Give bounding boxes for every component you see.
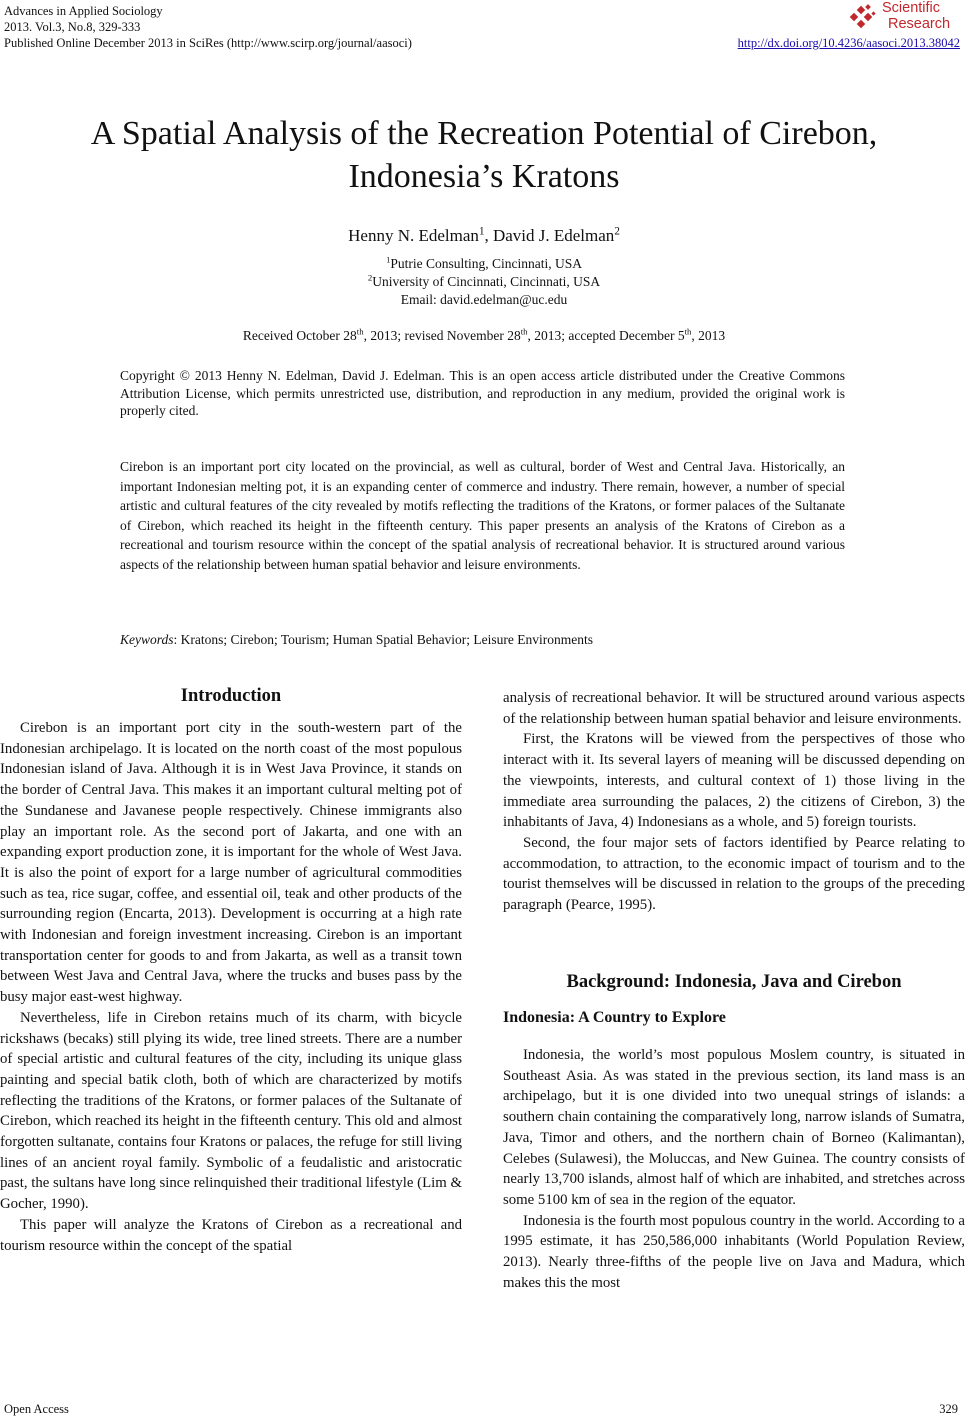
paper-title xyxy=(0,112,968,198)
author-separator: , xyxy=(484,226,493,245)
journal-volume: 2013. Vol.3, No.8, 329-333 xyxy=(4,20,141,34)
journal-header xyxy=(4,0,964,51)
left-column xyxy=(0,718,462,1256)
author-2: David J. Edelman xyxy=(492,226,615,245)
doi-link[interactable]: http://dx.doi.org/10.4236/aasoci.2013.38042 xyxy=(737,36,960,50)
abstract: Cirebon is an important port city located on the provincial, as well as cultural, border of West and Central Java. Historically, an important Indonesian melting pot, it is an expanding center of commerce and industry. There remain, however, a number of special artistic and cultural features of the city revealed by motifs reflecting the traditions of the Kratons, or former palaces of the Sultanate of Cirebon, which reached its height in the fifteenth century. This paper presents an analysis of the Kratons of Cirebon as a recreational and tourism resource within the concept of the spatial analysis of recreational behavior. It is structured around various aspects of the relationship between human spatial behavior and leisure environments. xyxy=(120,459,845,572)
revised-date-suffix: th xyxy=(520,326,528,337)
revised-date: , 2013; revised November 28 xyxy=(363,328,521,343)
right-paragraph-2: First, the Kratons will be viewed from the perspectives of those who interact with it. Its several layers of meaning will be discussed depending on the viewpoints, interests, and cultural context of 1) those living in the immediate area surrounding the palaces, 2) the citizens of Cirebon, 3) the inhabitants of Java, 4) Indonesians as a whole, and 5) foreign tourists. xyxy=(503,731,965,831)
copyright-notice: Copyright © 2013 Henny N. Edelman, David J. Edelman. This is an open access article distributed under the Creative Commons Attribution License, which permits unrestricted use, distribution, and reproduction in any medium, provided the original work is properly cited. xyxy=(120,368,845,418)
affiliation-2-text: University of Cincinnati, Cincinnati, USA xyxy=(372,274,601,289)
author-list xyxy=(0,226,968,246)
journal-name: Advances in Applied Sociology xyxy=(4,4,163,18)
intro-paragraph-3: This paper will analyze the Kratons of Cirebon as a recreational and tourism resource within the concept of the spatial xyxy=(0,1216,462,1254)
logo-text-research: Research xyxy=(888,16,951,32)
received-dates xyxy=(0,327,968,344)
section-heading-introduction: Introduction xyxy=(180,686,282,706)
received-date: Received October 28 xyxy=(242,328,357,343)
page-number: 329 xyxy=(939,1402,958,1416)
received-date-suffix: th xyxy=(356,326,364,337)
affiliation-1-mark: 1 xyxy=(385,254,391,265)
keywords-text: : Kratons; Cirebon; Tourism; Human Spatial Behavior; Leisure Environments xyxy=(173,632,593,647)
footer-open-access: Open Access xyxy=(4,1402,69,1416)
right-paragraph-1: analysis of recreational behavior. It will be structured around various aspects of the relationship between human spatial behavior and leisure environments. xyxy=(503,690,965,727)
right-column-top xyxy=(503,688,965,916)
scirp-logo-icon xyxy=(848,3,878,31)
affiliation-2-mark: 2 xyxy=(367,272,373,283)
subsection-heading-indonesia: Indonesia: A Country to Explore xyxy=(503,1009,726,1026)
keywords-label: Keywords xyxy=(120,632,174,647)
accepted-date: , 2013; accepted December 5 xyxy=(527,328,685,343)
accepted-date-suffix: th xyxy=(684,326,692,337)
title-line-1: A Spatial Analysis of the Recreation Potential of Cirebon, xyxy=(90,115,878,152)
right-paragraph-5: Indonesia is the fourth most populous country in the world. According to a 1995 estimate, it has 250,586,000 inhabitants (World Population Review, 2013). Nearly three-fifths of the people live on Java and Madura, which makes this the most xyxy=(503,1212,965,1291)
author-1: Henny N. Edelman xyxy=(348,226,479,245)
author-email: Email: david.edelman@uc.edu xyxy=(400,292,568,307)
title-line-2: Indonesia’s Kratons xyxy=(348,158,620,195)
intro-paragraph-2: Nevertheless, life in Cirebon retains much of its charm, with bicycle rickshaws (becaks) still plying its wide, tree lined streets. There are a number of special artistic and cultural features of the city, including its unique glass painting and special batik cloth, both of which are characterized by motifs reflecting the traditions of the Kratons, or former palaces of the Sultanate of Cirebon, which reached its height in the fifteenth century. This old and almost forgotten sultanate, contains four Kratons or palaces, the refuge for still living lines of an ancient royal family. Symbolic of a feudalistic and aristocratic past, the sultans have long since relinquished their traditional lifestyle (Lim & Gocher, 1990). xyxy=(0,1009,462,1213)
accepted-year: , 2013 xyxy=(691,328,726,343)
publication-info: Published Online December 2013 in SciRes (http://www.scirp.org/journal/aasoci) xyxy=(4,36,412,50)
section-heading-background: Background: Indonesia, Java and Cirebon xyxy=(566,972,902,992)
author-1-affil-mark: 1 xyxy=(478,225,485,238)
affiliation-2 xyxy=(0,273,968,290)
keywords xyxy=(120,632,845,648)
publisher-logo xyxy=(848,0,958,34)
affiliation-1-text: Putrie Consulting, Cincinnati, USA xyxy=(390,256,583,271)
author-2-affil-mark: 2 xyxy=(614,225,620,238)
right-paragraph-4: Indonesia, the world’s most populous Moslem country, is situated in Southeast Asia. As was stated in the previous section, its land mass is an archipelago, but it is one divided into two unequal strings of islands: a southern chain containing the comparatively long, narrow islands of Sumatra, Java, Timor and others, and the northern chain of Borneo (Kalimantan), Celebes (Sulawesi), the Moluccas, and New Guinea. The country consists of nearly 13,700 islands, almost half of which are inhabited, and stretches across some 5100 km of sea in the region of the equator. xyxy=(503,1047,965,1208)
intro-paragraph-1: Cirebon is an important port city in the south-western part of the Indonesian archipelago. It is located on the north coast of the most populous Indonesian island of Java. Although it is in West Java Province, it stands on the border of Central Java. This makes it an important cultural melting pot of the Sundanese and Javanese people respectively. Chinese immigrants also play an important role. As the second port of Jakarta, and one with an expanding export production zone, it is important for the whole of West Java. It is also the point of export for a large number of agricultural commodities such as tea, rice sugar, coffee, and essential oil, teak and other products of the surrounding region (Encarta, 2013). Development is occurring at a high rate with Indonesian and foreign investment increasing. Cirebon is an important transportation center for goods to and from Jakarta, as well as a transit town between West Java and Central Java, where the trucks and buses pass by the busy major east-west highway. xyxy=(0,720,462,1006)
affiliation-1 xyxy=(0,255,968,272)
right-paragraph-3: Second, the four major sets of factors identified by Pearce relating to accommodation, to attraction, to the economic impact of tourism and to the tourist themselves will be discussed in relation to the groups of the preceding paragraph (Pearce, 1995). xyxy=(503,834,965,914)
right-column-bottom xyxy=(503,1045,965,1293)
logo-text-scientific: Scientific xyxy=(882,0,941,16)
